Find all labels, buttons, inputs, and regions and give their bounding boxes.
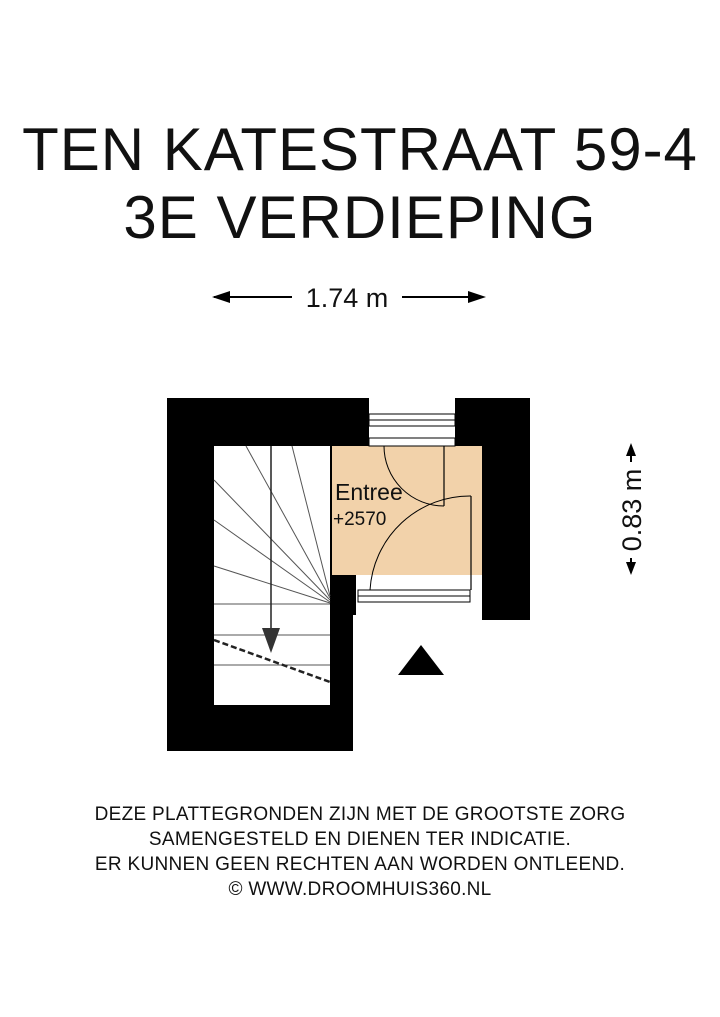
wall-bottom (167, 705, 353, 751)
width-dimension-arrow-right-icon (468, 291, 486, 303)
width-dimension-label: 1.74 m (305, 283, 389, 313)
stair-tread (214, 566, 330, 603)
wall-left (167, 398, 214, 751)
disclaimer-line-1: DEZE PLATTEGRONDEN ZIJN MET DE GROOTSTE ZORG (94, 804, 626, 825)
stair-down-arrow-icon (262, 628, 280, 653)
disclaimer-line-2: SAMENGESTELD EN DIENEN TER INDICATIE. (148, 829, 572, 850)
stair-tread (214, 480, 330, 600)
page-title-line-2: 3E VERDIEPING (123, 184, 597, 251)
disclaimer-line-4: © WWW.DROOMHUIS360.NL (228, 879, 492, 900)
disclaimer (0, 802, 720, 902)
stair-tread (214, 520, 330, 602)
depth-dimension (617, 443, 647, 575)
triangle-arrow-icon (398, 645, 444, 675)
stair-tread (292, 446, 330, 596)
bottom-door-frame (356, 575, 482, 602)
depth-dimension-arrow-bottom-icon (626, 562, 636, 575)
width-dimension (212, 283, 486, 313)
page-title-line-1: TEN KATESTRAAT 59-4 (22, 116, 698, 183)
wall-top-left (167, 398, 369, 446)
depth-dimension-label: 0.83 m (617, 468, 647, 552)
width-dimension-arrow-left-icon (212, 291, 230, 303)
room-level: +2570 (333, 509, 387, 530)
room-name: Entree (335, 479, 403, 505)
disclaimer-line-3: ER KUNNEN GEEN RECHTEN AAN WORDEN ONTLEEND. (94, 854, 626, 875)
stair-tread (246, 446, 330, 598)
wall-right (482, 398, 530, 620)
top-door-frame (369, 414, 455, 446)
